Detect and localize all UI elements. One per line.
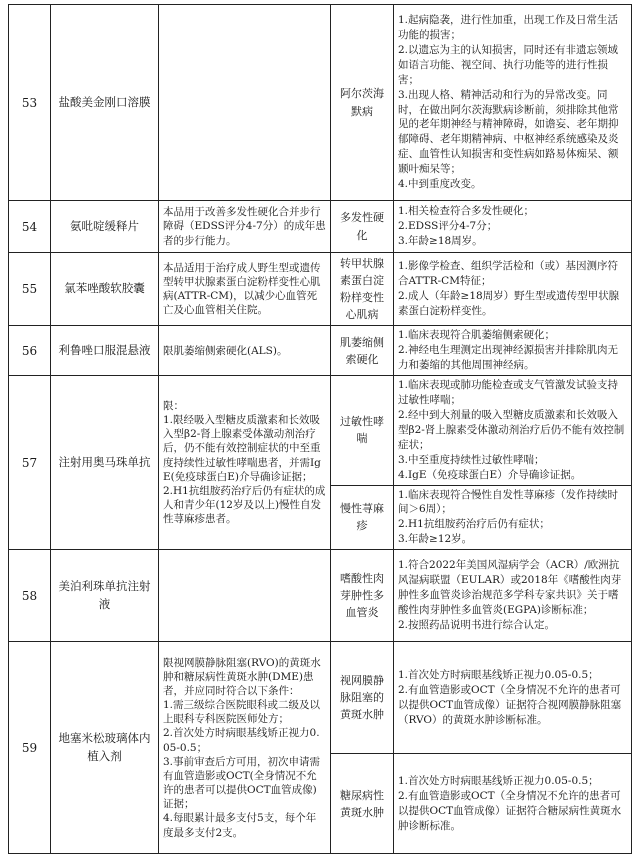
criteria-item: 2.成人（年龄≥18周岁）野生型或遗传型甲状腺素蛋白淀粉样变性。 [398,290,620,317]
payment-limit: 本品适用于治疗成人野生型或遗传型转甲状腺素蛋白淀粉样变性心肌病(ATTR-CM)，以减少心血管死亡及心血管相关住院。 [159,253,331,326]
limit-item: 4.每眼累计最多支付5支，每个年度最多支付2支。 [163,812,317,839]
indication: 多发性硬化 [331,201,394,253]
table-row [9,326,632,376]
criteria-item: 2.神经电生理测定出现神经源损害并排除肌肉无力和萎缩的其他周围神经病。 [398,344,619,372]
criteria [394,642,632,754]
indication: 肌萎缩侧索硬化 [331,326,394,376]
criteria-item: 1.符合2022年美国风湿病学会（ACR）/欧洲抗风湿病联盟（EULAR）或2018年《嗜酸性肉芽肿性多血管炎诊治规范多学科专家共识》关于嗜酸性肉芽肿性多血管炎(EGPA)诊断标准； [398,559,622,617]
table-row [9,253,632,326]
criteria [394,201,632,253]
payment-limit: 本品用于改善多发性硬化合并步行障碍（EDSS评分4-7分）的成年患者的步行能力。 [159,201,331,253]
payment-limit: 限肌萎缩侧索硬化(ALS)。 [159,326,331,376]
criteria-item: 2.有血管造影或OCT（全身情况不允许的患者可以提供OCT血管成像）证据符合糖尿病性黄斑水肿诊断标准。 [398,789,622,832]
indication: 阿尔茨海默病 [331,5,394,201]
drug-name: 美泊利珠单抗注射液 [51,550,159,642]
criteria-item: 1.起病隐袭，进行性加重，出现工作及日常生活功能的损害； [398,14,619,41]
indication: 视网膜静脉阻塞的黄斑水肿 [331,642,394,754]
limit-item: 2.H1抗组胺药治疗后仍有症状的成人和青少年(12岁及以上)慢性自发性荨麻疹患者。 [163,484,326,526]
indication: 慢性荨麻疹 [331,485,394,550]
criteria-item: 1.临床表现符合肌萎缩侧索硬化； [398,329,556,342]
row-number: 59 [9,642,51,854]
criteria-item: 4.中到重度改变。 [398,178,482,191]
criteria [394,376,632,485]
criteria-item: 2.H1抗组胺药治疗后仍有症状； [398,518,550,531]
table-row [9,550,632,642]
criteria-item: 3.中至重度持续性过敏性哮喘； [398,453,545,466]
drug-name: 利鲁唑口服混悬液 [51,326,159,376]
row-number: 57 [9,376,51,550]
row-number: 55 [9,253,51,326]
criteria-item: 1.首次处方时病眼基线矫正视力0.05-0.5； [398,774,599,787]
table-row [9,376,632,485]
criteria-item: 1.临床表现符合慢性自发性荨麻疹（发作持续时间＞6周）； [398,488,619,516]
criteria-item: 4.IgE（免疫球蛋白E）介导确诊证据。 [398,468,582,481]
criteria [394,253,632,326]
criteria-item: 1.临床表现或肺功能检查或支气管激发试验支持过敏性哮喘； [398,379,619,407]
row-number: 54 [9,201,51,253]
limit-item: 3.事前审查后方可用，初次申请需有血管造影或OCT(全身情况不允许的患者可以提供OCT血管成像)证据； [163,755,321,811]
criteria [394,485,632,550]
criteria-item: 2.EDSS评分4-7分； [398,220,498,233]
limit-item: 2.首次处方时病眼基线矫正视力0.05-0.5； [163,727,320,754]
indication: 转甲状腺素蛋白淀粉样变性心肌病 [331,253,394,326]
drug-name: 盐酸美金刚口溶膜 [51,5,159,201]
criteria [394,326,632,376]
payment-limit [159,5,331,201]
limit-item: 限： [163,399,184,412]
criteria-item: 2.经中到大剂量的吸入型糖皮质激素和长效吸入型β2-肾上腺素受体激动剂治疗后仍不能有效控制症状； [398,409,625,451]
drug-table [8,4,632,854]
payment-limit [159,642,331,854]
row-number: 53 [9,5,51,201]
criteria [394,754,632,854]
criteria-item: 3.年龄≥12岁。 [398,533,473,546]
payment-limit [159,376,331,550]
table-row [9,5,632,201]
criteria [394,550,632,642]
criteria-item: 3.年龄≥18周岁。 [398,234,483,247]
indication: 糖尿病性黄斑水肿 [331,754,394,854]
limit-item: 1.需三级综合医院眼科或二级及以上眼科专科医院医师处方； [163,699,321,726]
payment-limit [159,550,331,642]
indication: 过敏性哮喘 [331,376,394,485]
indication: 嗜酸性肉芽肿性多血管炎 [331,550,394,642]
limit-item: 1.限经吸入型糖皮质激素和长效吸入型β2-肾上腺素受体激动剂治疗后，仍不能有效控制症状的中至重度持续性过敏性哮喘患者，并需IgE(免疫球蛋白E)介导确诊证据； [163,414,321,483]
row-number: 56 [9,326,51,376]
table-row [9,642,632,754]
criteria-item: 3.出现人格、精神活动和行为的异常改变。同时，在做出阿尔茨海默病诊断前，须排除其他常见的老年期神经与精神障碍，如谵妄、老年期抑郁障碍、老年期精神病、中枢神经系统感染及炎症、血管性认知损害和变性病如路易体痴呆、额颞叶痴呆等； [398,88,619,176]
drug-name: 氯苯唑酸软胶囊 [51,253,159,326]
criteria [394,5,632,201]
criteria-item: 2.按照药品说明书进行综合认定。 [398,619,556,632]
limit-item: 限视网膜静脉阻塞(RVO)的黄斑水肿和糖尿病性黄斑水肿(DME)患者，并应同时符合以下条件： [163,656,321,697]
drug-name: 氨吡啶缓释片 [51,201,159,253]
criteria-item: 1.首次处方时病眼基线矫正视力0.05-0.5； [398,668,599,681]
criteria-item: 1.相关检查符合多发性硬化； [398,205,535,218]
criteria-item: 2.有血管造影或OCT（全身情况不允许的患者可以提供OCT血管成像）证据符合视网膜静脉阻塞（RVO）的黄斑水肿诊断标准。 [398,683,622,726]
criteria-item: 2.以遗忘为主的认知损害，同时还有非遗忘领域如语言功能、视空间、执行功能等的进行性损害； [398,43,619,86]
drug-name: 注射用奥马珠单抗 [51,376,159,550]
row-number: 58 [9,550,51,642]
drug-name: 地塞米松玻璃体内植入剂 [51,642,159,854]
table-row [9,201,632,253]
criteria-item: 1.影像学检查、组织学活检和（或）基因测序符合ATTR-CM特征； [398,260,619,288]
